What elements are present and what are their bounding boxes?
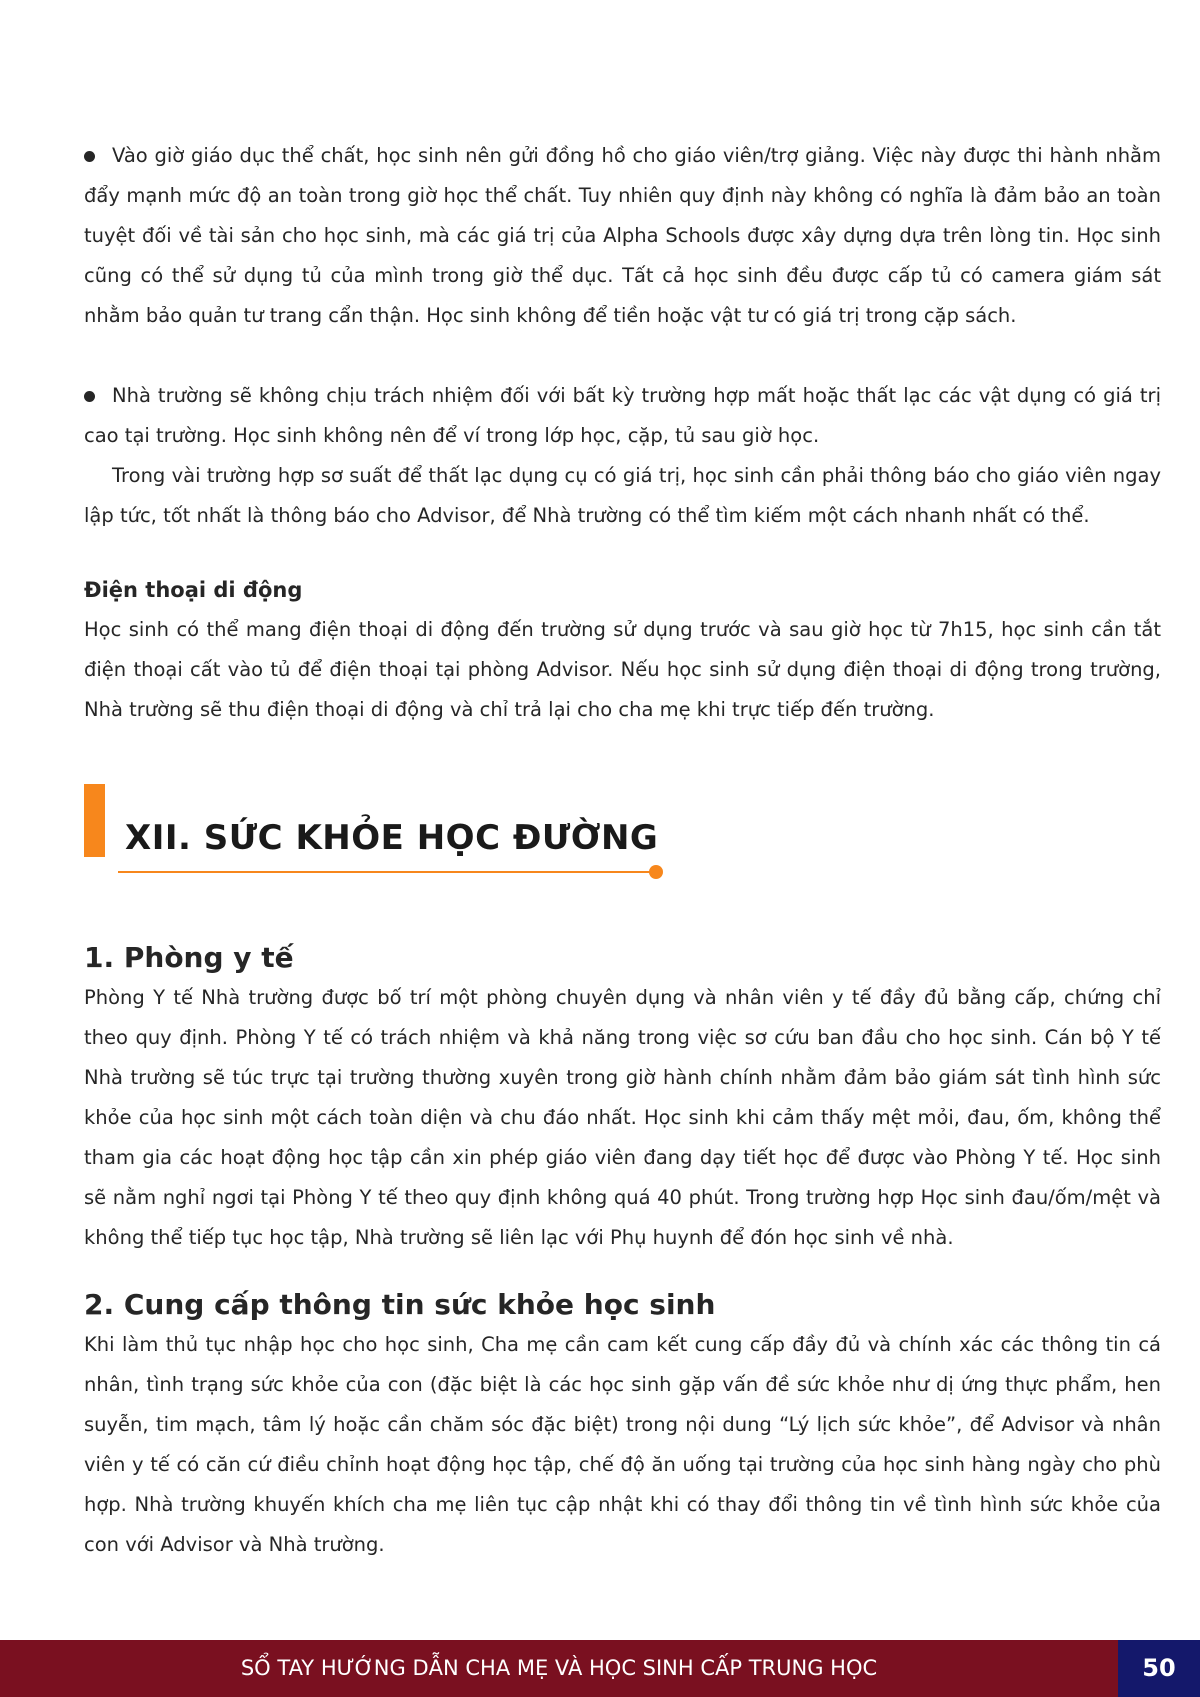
bullet-item-watch (84, 136, 1161, 336)
section-title: XII. SỨC KHỎE HỌC ĐƯỜNG (125, 818, 659, 858)
bullet-continuation: Trong vài trường hợp sơ suất để thất lạc dụng cụ có giá trị, học sinh cần phải thông báo cho giáo viên ngay lập tức, tốt nhất là thông báo cho Advisor, để Nhà trường có thể tìm kiếm một cách nhanh nhất có thể. (84, 464, 1161, 527)
section-accent-bar (84, 784, 105, 857)
page-number: 50 (1118, 1640, 1200, 1697)
section-header (84, 784, 1161, 904)
phone-paragraph: Học sinh có thể mang điện thoại di động đến trường sử dụng trước và sau giờ học từ 7h15, học sinh cần tắt điện thoại cất vào tủ để điện thoại tại phòng Advisor. Nếu học sinh sử dụng điện thoại di động trong trường, Nhà trường sẽ thu điện thoại di động và chỉ trả lại cho cha mẹ khi trực tiếp đến trường. (84, 618, 1161, 721)
page-content (84, 136, 1161, 1565)
bullet-dot-icon (84, 151, 95, 162)
section-underline-dot-icon (649, 865, 663, 879)
bullet-text: Nhà trường sẽ không chịu trách nhiệm đối với bất kỳ trường hợp mất hoặc thất lạc các vật dụng có giá trị cao tại trường. Học sinh không nên để ví trong lớp học, cặp, tủ sau giờ học. (84, 384, 1161, 447)
medical-room-paragraph: Phòng Y tế Nhà trường được bố trí một phòng chuyên dụng và nhân viên y tế đầy đủ bằng cấp, chứng chỉ theo quy định. Phòng Y tế có trách nhiệm và khả năng trong việc sơ cứu ban đầu cho học sinh. Cán bộ Y tế Nhà trường sẽ túc trực tại trường thường xuyên trong giờ hành chính nhằm đảm bảo giám sát tình hình sức khỏe của học sinh một cách toàn diện và chu đáo nhất. Học sinh khi cảm thấy mệt mỏi, đau, ốm, không thể tham gia các hoạt động học tập cần xin phép giáo viên đang dạy tiết học để được vào Phòng Y tế. Học sinh sẽ nằm nghỉ ngơi tại Phòng Y tế theo quy định không quá 40 phút. Trong trường hợp Học sinh đau/ốm/mệt và không thể tiếp tục học tập, Nhà trường sẽ liên lạc với Phụ huynh để đón học sinh về nhà. (84, 986, 1161, 1249)
section-underline (118, 871, 655, 873)
subsection-title-health-info: 2. Cung cấp thông tin sức khỏe học sinh (84, 1288, 716, 1321)
bullet-text: Vào giờ giáo dục thể chất, học sinh nên gửi đồng hồ cho giáo viên/trợ giảng. Việc này được thi hành nhằm đẩy mạnh mức độ an toàn trong giờ học thể chất. Tuy nhiên quy định này không có nghĩa là đảm bảo an toàn tuyệt đối về tài sản cho học sinh, mà các giá trị của Alpha Schools được xây dựng dựa trên lòng tin. Học sinh cũng có thể sử dụng tủ của mình trong giờ thể dục. Tất cả học sinh đều được cấp tủ có camera giám sát nhằm bảo quản tư trang cẩn thận. Học sinh không để tiền hoặc vật tư có giá trị trong cặp sách. (84, 144, 1161, 327)
phone-heading: Điện thoại di động (84, 578, 303, 602)
footer-title: SỔ TAY HƯỚNG DẪN CHA MẸ VÀ HỌC SINH CẤP TRUNG HỌC (240, 1656, 878, 1680)
bullet-dot-icon (84, 391, 95, 402)
health-info-paragraph: Khi làm thủ tục nhập học cho học sinh, Cha mẹ cần cam kết cung cấp đầy đủ và chính xác các thông tin cá nhân, tình trạng sức khỏe của con (đặc biệt là các học sinh gặp vấn đề sức khỏe như dị ứng thực phẩm, hen suyễn, tim mạch, tâm lý hoặc cần chăm sóc đặc biệt) trong nội dung “Lý lịch sức khỏe”, để Advisor và nhân viên y tế có căn cứ điều chỉnh hoạt động học tập, chế độ ăn uống tại trường của học sinh hàng ngày cho phù hợp. Nhà trường khuyến khích cha mẹ liên tục cập nhật khi có thay đổi thông tin về tình hình sức khỏe của con với Advisor và Nhà trường. (84, 1333, 1161, 1556)
page-footer (0, 1640, 1200, 1697)
subsection-title-medical-room: 1. Phòng y tế (84, 941, 294, 974)
bullet-item-valuables (84, 376, 1161, 456)
